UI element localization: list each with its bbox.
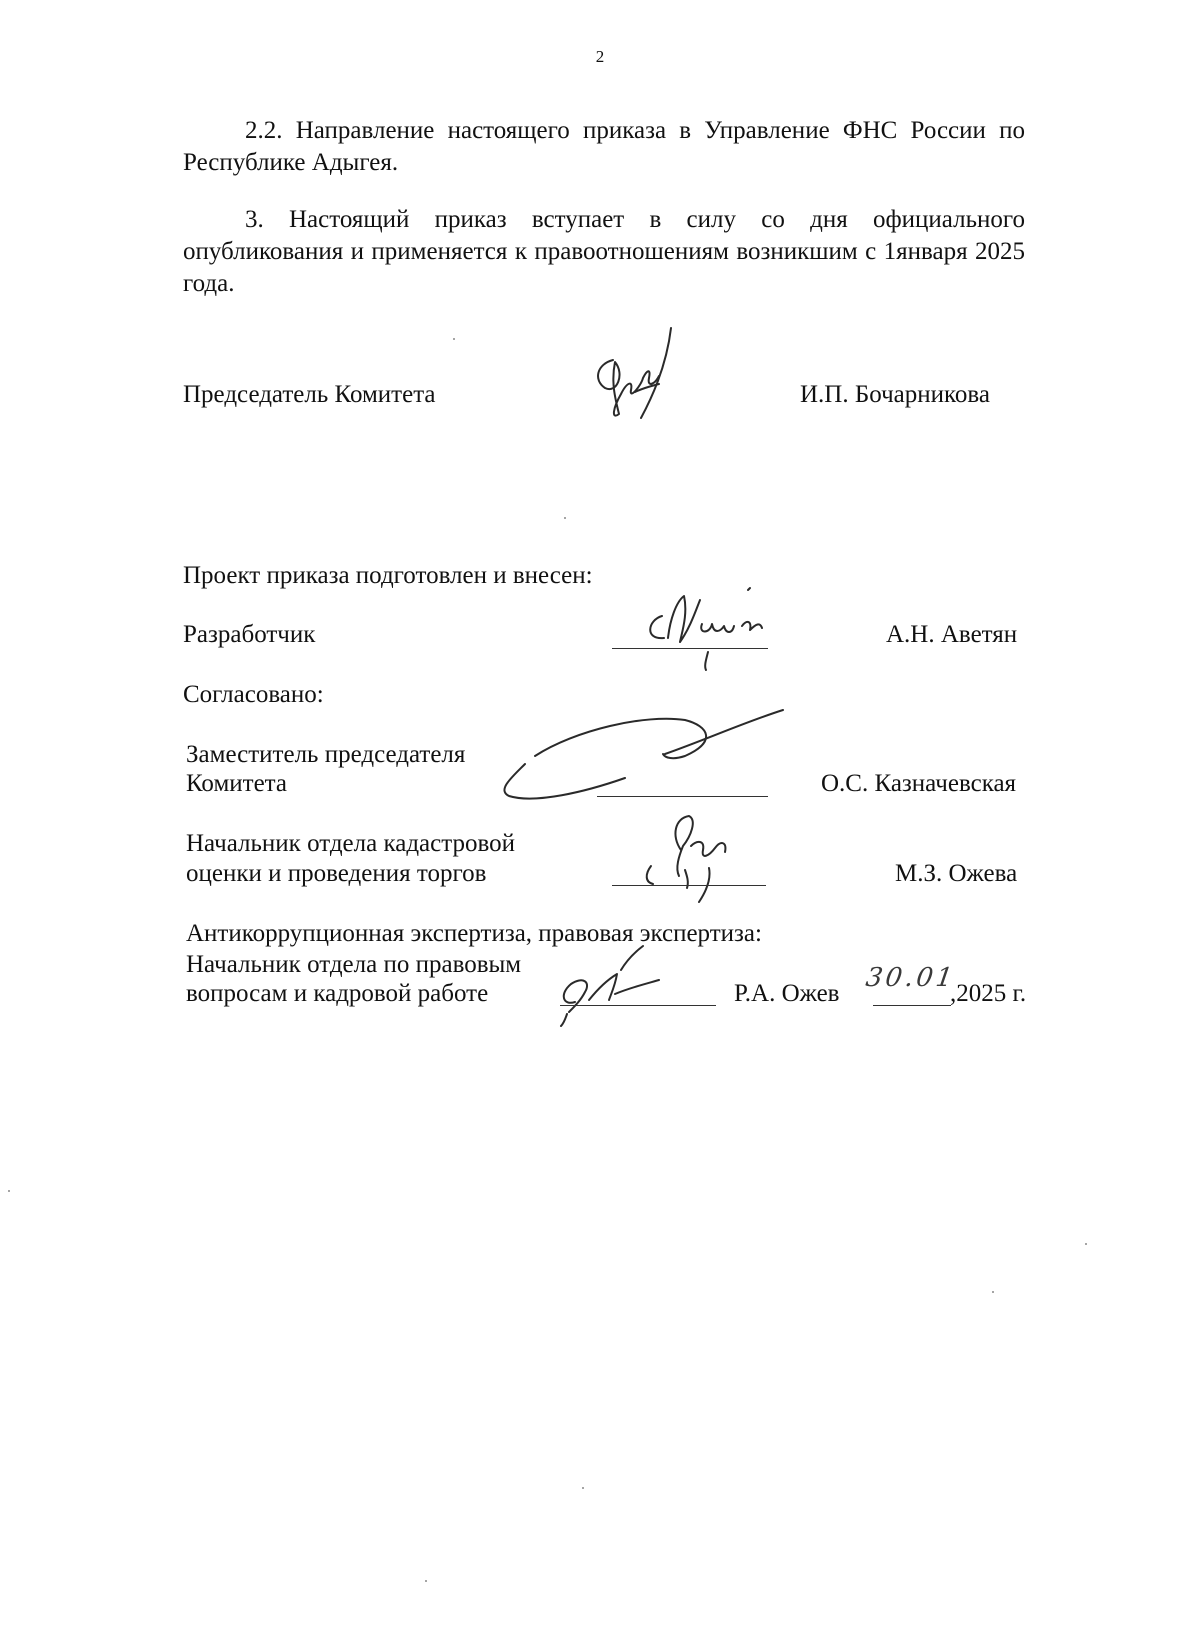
cadastral-signature: [635, 810, 745, 910]
deputy-position-line2: Комитета: [186, 770, 288, 797]
deputy-signature: [495, 700, 795, 810]
page-number: 2: [595, 47, 605, 66]
cadastral-signature-line: [612, 885, 766, 886]
cadastral-position-line1: Начальник отдела кадастровой: [186, 830, 515, 857]
scan-speck: [425, 1580, 427, 1582]
paragraph-3: [183, 204, 1025, 300]
prepared-by-heading: Проект приказа подготовлен и внесен:: [183, 562, 593, 589]
scan-speck: [453, 338, 455, 340]
cadastral-position-line2: оценки и проведения торгов: [186, 860, 487, 887]
expertise-heading: Антикоррупционная экспертиза, правовая экспертиза:: [186, 920, 762, 947]
scan-speck: [564, 517, 566, 519]
legal-name: Р.А. Ожев: [734, 980, 840, 1007]
developer-position: Разработчик: [183, 621, 316, 648]
date-line: [873, 1005, 951, 1006]
scan-speck: [1085, 1243, 1087, 1245]
chairman-name: И.П. Бочарникова: [800, 381, 990, 408]
paragraph-text: 3. Настоящий приказ вступает в силу со дня официального опубликования и применяется к правоотношениям возникшим с 1января 2025 года.: [183, 206, 1025, 297]
chairman-position: Председатель Комитета: [183, 381, 436, 408]
chairman-signature: [585, 322, 685, 432]
paragraph-text: 2.2. Направление настоящего приказа в Управление ФНС России по Республике Адыгея.: [183, 117, 1025, 176]
handwritten-date: 30.01: [863, 963, 958, 993]
cadastral-name: М.З. Ожева: [895, 860, 1018, 887]
agreed-heading: Согласовано:: [183, 681, 324, 708]
legal-signature-line: [560, 1005, 716, 1006]
scan-speck: [582, 1487, 584, 1489]
legal-position-line2: вопросам и кадровой работе: [186, 980, 489, 1007]
deputy-name: О.С. Казначевская: [821, 770, 1017, 797]
legal-position-line1: Начальник отдела по правовым: [186, 951, 522, 978]
date-suffix: ,2025 г.: [950, 980, 1027, 1007]
legal-signature: [555, 940, 665, 1030]
paragraph-2-2: [183, 115, 1025, 179]
developer-name: А.Н. Аветян: [886, 621, 1018, 648]
scan-speck: [8, 1190, 10, 1192]
developer-signature: [638, 580, 788, 675]
deputy-position-line1: Заместитель председателя: [186, 741, 466, 768]
deputy-signature-line: [597, 796, 768, 797]
scan-speck: [992, 1291, 994, 1293]
developer-signature-line: [612, 648, 768, 649]
